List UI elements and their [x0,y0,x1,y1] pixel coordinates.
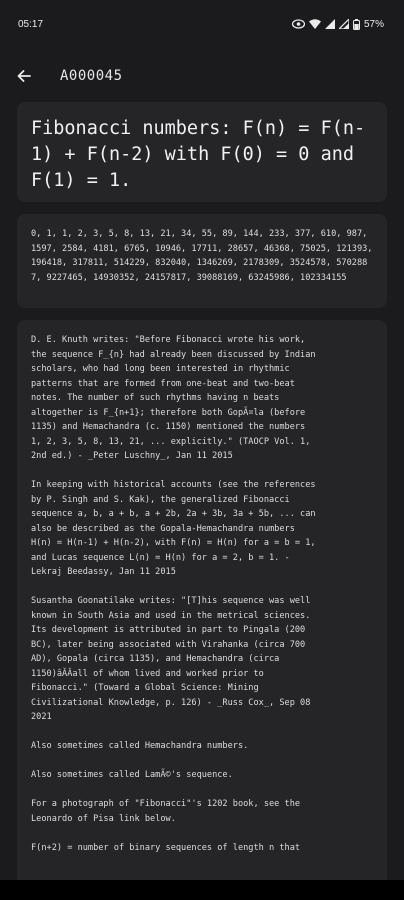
sequence-title: Fibonacci numbers: F(n) = F(n-1) + F(n-2) with F(0) = 0 and F(1) = 1. [31,118,366,191]
comment-paragraph: Also sometimes called LamÃ©'s sequence. [31,770,233,780]
status-time: 05:17 [18,18,44,30]
eye-icon [292,19,305,29]
arrow-left-icon [17,70,31,82]
battery-icon [353,19,360,30]
terms-card [17,214,387,308]
comments-card [17,320,387,900]
status-bar [0,0,404,48]
title-card [17,102,387,202]
status-icons [292,19,384,30]
sequence-id: A000045 [60,68,123,84]
back-button[interactable] [0,52,48,100]
comment-paragraph: For a photograph of "Fibonacci"'s 1202 book, see the Leonardo of Pisa link below. [31,799,301,824]
sequence-terms: 0, 1, 1, 2, 3, 5, 8, 13, 21, 34, 55, 89, 144, 233, 377, 610, 987, 1597, 2584, 4181, 6765, 10946, 17711, 28657, 46368, 75025, 121393, 196418, 317811, 514229, 832040, 1346269, 2178309, 3524578, 5702887, 9227465, 14930352, 24157817, 39088169, 63245986, 102334155 [31,229,373,283]
comment-paragraph: Also sometimes called Hemachandra numbers. [31,741,249,751]
app-bar [0,52,404,100]
battery-level: 57% [363,18,384,30]
comment-paragraph: F(n+2) = number of binary sequences of length n that [31,842,301,853]
comment-paragraph: Susantha Goonatilake writes: "[T]his sequence was well known in South Asia and used in the metrical sciences. Its development is attributed in part to Pingala (200 BC), later being associated with Virahanka (circa 700 AD), Gopala (circa 1135), and Hemachandra (circa 1150)âĂĂall of whom lived and worked prior to Fibonacci." (Toward a Global Science: Mining Civilizational Knowledge, p. 126) - _Russ Cox_, Sep 08 2021 [31,596,311,722]
comment-paragraph: In keeping with historical accounts (see the references by P. Singh and S. Kak), the generalized Fibonacci sequence a, b, a + b, a + 2b, 2a + 3b, 3a + 5b, ... can also be described as the Gopala-Hemachandra numbers H(n) = H(n-1) + H(n-2), with F(n) = H(n) for a = b = 1, and Lucas sequence L(n) = H(n) for a = 2, b = 1. - Lekraj Beedassy, Jan 11 2015 [31,480,316,577]
signal-icon [325,19,335,29]
comment-paragraph: D. E. Knuth writes: "Before Fibonacci wrote his work, the sequence F_{n} had already been discussed by Indian scholars, who had long been interested in rhythmic patterns that are formed from one-beat and two-beat notes. The number of such rhythms having n beats altogether is F_{n+1}; therefore both GopÃ¤la (before 1135) and Hemachandra (c. 1150) mentioned the numbers 1, 2, 3, 5, 8, 13, 21, ... explicitly." (TAOCP Vol. 1, 2nd ed.) - _Peter Luschny_, Jan 11 2015 [31,335,316,461]
navigation-bar [0,880,404,900]
signal-icon-2 [339,19,349,29]
wifi-icon [309,19,321,29]
